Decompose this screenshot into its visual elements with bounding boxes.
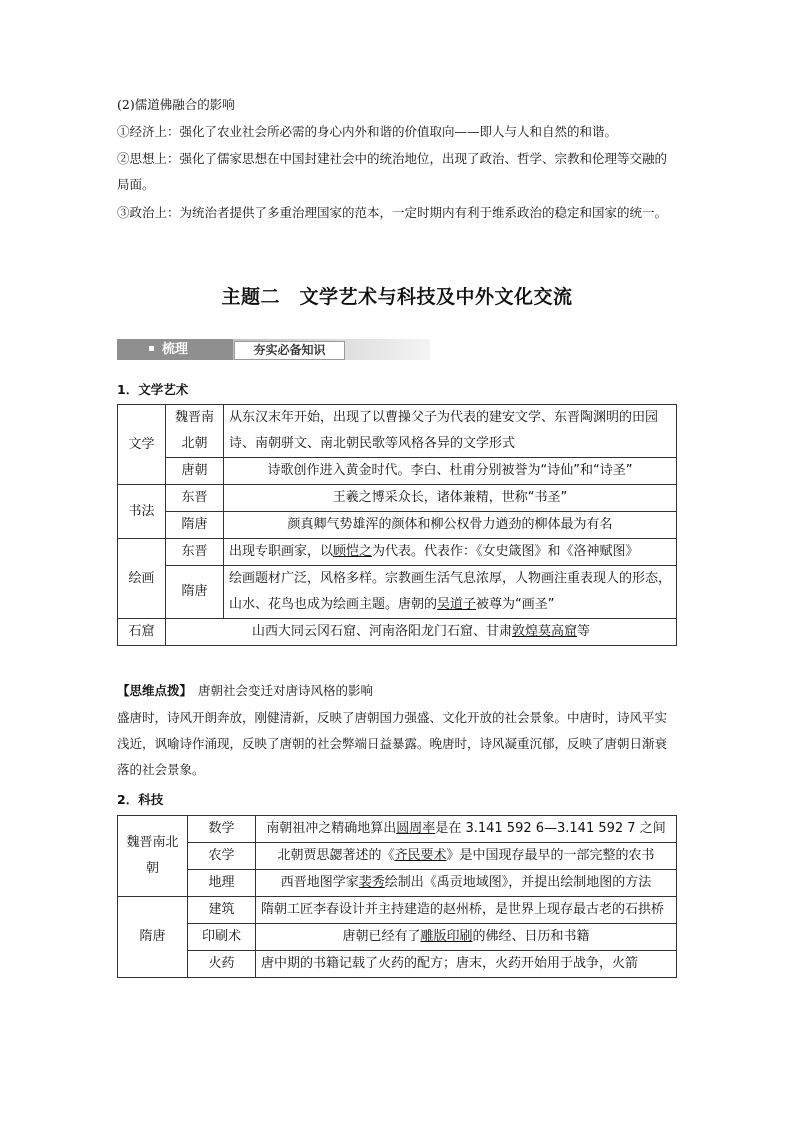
field-cell: 建筑 [188, 897, 256, 924]
paragraph-economy: ①经济上：强化了农业社会所必需的身心内外和谐的价值取向——即人与人和自然的和谐。 [117, 124, 618, 139]
content-cell: 西晋地图学家裴秀绘制出《禹贡地域图》，并提出绘制地图的方法 [256, 870, 677, 897]
era-cell: 唐朝 [166, 458, 224, 485]
content-cell: 绘画题材广泛，风格多样。宗教画生活气息浓厚，人物画注重表现人的形态，山水、花鸟也成为绘画主题。唐朝的吴道子被尊为“画圣” [224, 566, 677, 619]
page-title: 主题二 文学艺术与科技及中外文化交流 [221, 286, 573, 308]
section1-heading: 1．文学艺术 [117, 382, 189, 397]
table-row [118, 843, 677, 870]
top-section-heading: (2)儒道佛融合的影响 [117, 97, 235, 112]
tip-body: 盛唐时，诗风开朗奔放，刚健清新，反映了唐朝国力强盛、文化开放的社会景象。中唐时，诗风平实浅近，讽喻诗作涌现，反映了唐朝的社会弊端日益暴露。晚唐时，诗风凝重沉郁，反映了唐朝日渐衰落的社会景象。 [117, 710, 668, 777]
table-row [118, 924, 677, 951]
tip-heading [117, 681, 373, 699]
table-row [118, 485, 677, 512]
table-row [118, 951, 677, 978]
tip-label: 【思维点拨】 [117, 683, 193, 698]
category-cell: 书法 [118, 485, 166, 539]
content-cell: 南朝祖冲之精确地算出圆周率是在 3.141 592 6—3.141 592 7 之间 [256, 816, 677, 843]
era-cell: 魏晋南北朝 [118, 816, 188, 897]
content-cell: 诗歌创作进入黄金时代。李白、杜甫分别被誉为“诗仙”和“诗圣” [224, 458, 677, 485]
table-row [118, 566, 677, 619]
era-cell: 东晋 [166, 539, 224, 566]
category-cell: 绘画 [118, 539, 166, 619]
era-cell: 东晋 [166, 485, 224, 512]
key-term: 雕版印刷 [420, 929, 473, 944]
table-row [118, 816, 677, 843]
section-banner [117, 339, 430, 360]
field-cell: 火药 [188, 951, 256, 978]
content-cell: 唐中期的书籍记载了火药的配方；唐末，火药开始用于战争，火箭 [256, 951, 677, 978]
section2-heading: 2．科技 [117, 792, 164, 807]
content-cell: 隋朝工匠李春设计并主持建造的赵州桥，是世界上现存最古老的石拱桥 [256, 897, 677, 924]
key-term: 圆周率 [396, 821, 436, 836]
paragraph-thought: ②思想上：强化了儒家思想在中国封建社会中的统治地位，出现了政治、哲学、宗教和伦理等交融的局面。 [117, 151, 668, 192]
key-term: 吴道子 [437, 597, 477, 612]
table-row [118, 539, 677, 566]
banner-left-label: 梳理 [117, 339, 233, 360]
era-cell: 隋唐 [118, 897, 188, 978]
era-cell: 魏晋南北朝 [166, 405, 224, 458]
banner-right-label: 夯实必备知识 [234, 341, 345, 360]
science-tech-table [117, 815, 677, 978]
square-bullet-icon [149, 346, 154, 351]
table-row [118, 405, 677, 458]
literature-art-table [117, 404, 677, 646]
table-row [118, 870, 677, 897]
content-cell: 山西大同云冈石窟、河南洛阳龙门石窟、甘肃敦煌莫高窟等 [166, 619, 677, 646]
content-cell: 北朝贾思勰著述的《齐民要术》是中国现存最早的一部完整的农书 [256, 843, 677, 870]
content-cell: 王羲之博采众长，诸体兼精，世称“书圣” [224, 485, 677, 512]
content-cell: 唐朝已经有了雕版印刷的佛经、日历和书籍 [256, 924, 677, 951]
field-cell: 数学 [188, 816, 256, 843]
content-cell: 颜真卿气势雄浑的颜体和柳公权骨力遒劲的柳体最为有名 [224, 512, 677, 539]
key-term: 敦煌莫高窟 [511, 624, 577, 639]
paragraph-politics: ③政治上：为统治者提供了多重治理国家的范本，一定时期内有利于维系政治的稳定和国家的统一。 [117, 205, 668, 220]
field-cell: 农学 [188, 843, 256, 870]
table-row [118, 897, 677, 924]
category-cell: 石窟 [118, 619, 166, 646]
key-term: 顾恺之 [333, 544, 373, 559]
content-cell: 从东汉末年开始，出现了以曹操父子为代表的建安文学、东晋陶渊明的田园诗、南朝骈文、南北朝民歌等风格各异的文学形式 [224, 405, 677, 458]
key-term: 齐民要术 [394, 848, 447, 863]
table-row [118, 458, 677, 485]
key-term: 裴秀 [358, 875, 385, 890]
field-cell: 地理 [188, 870, 256, 897]
table-row [118, 512, 677, 539]
tip-topic: 唐朝社会变迁对唐诗风格的影响 [198, 683, 374, 698]
table-row [118, 619, 677, 646]
era-cell: 隋唐 [166, 566, 224, 619]
field-cell: 印刷术 [188, 924, 256, 951]
era-cell: 隋唐 [166, 512, 224, 539]
category-cell: 文学 [118, 405, 166, 485]
content-cell: 出现专职画家，以顾恺之为代表。代表作：《女史箴图》和《洛神赋图》 [224, 539, 677, 566]
